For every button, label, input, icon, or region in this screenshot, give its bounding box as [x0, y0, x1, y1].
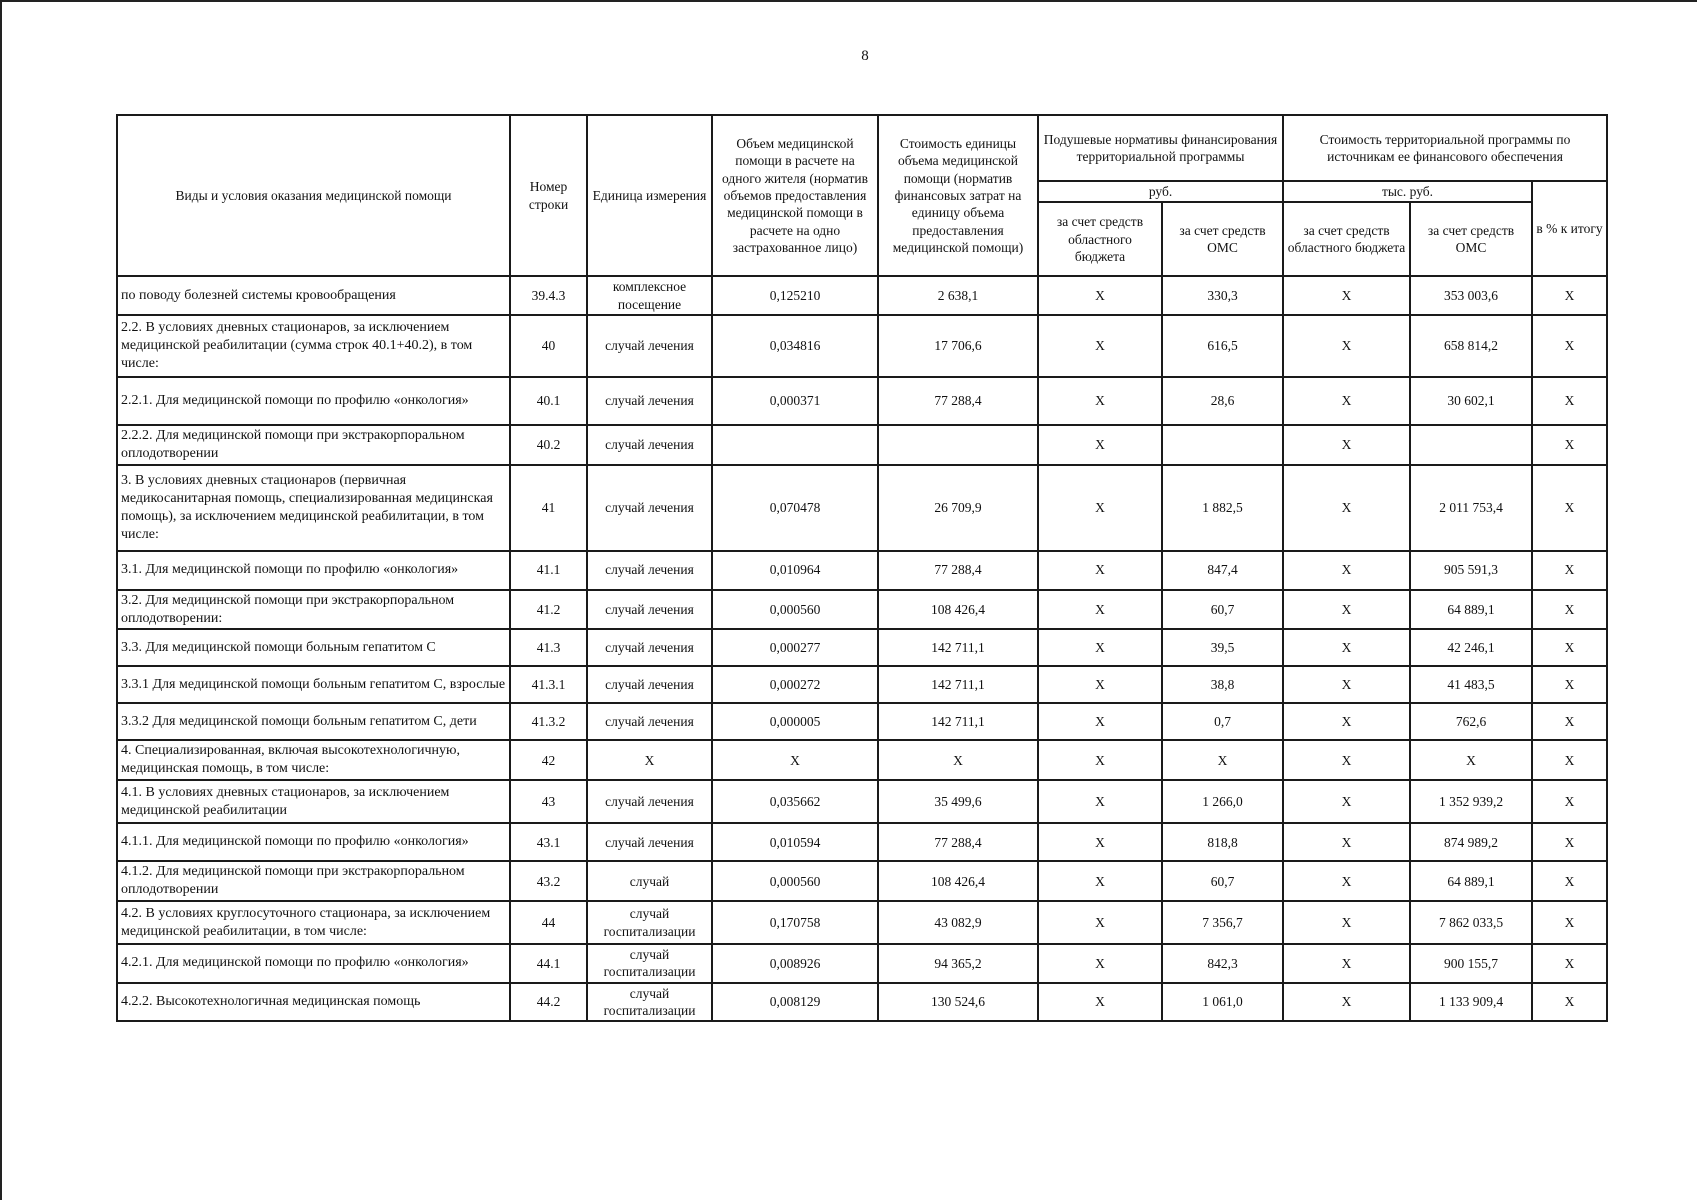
row-pr-oms [1410, 425, 1532, 465]
row-name: 4.2.2. Высокотехнологичная медицинская помощь [117, 983, 510, 1022]
row-unit: случай лечения [587, 551, 712, 590]
row-name: 3. В условиях дневных стационаров (первичная медикосанитарная помощь, специализированная медицинская помощь), за исключением медицинской реабилитации, в том числе: [117, 465, 510, 551]
row-pc-budget: X [1038, 425, 1162, 465]
row-percent: X [1532, 377, 1607, 425]
row-unit: X [587, 740, 712, 780]
row-number: 43 [510, 780, 587, 823]
row-pr-oms: 874 989,2 [1410, 823, 1532, 861]
row-unit: случай лечения [587, 315, 712, 377]
row-pr-oms: 900 155,7 [1410, 944, 1532, 983]
row-volume: 0,035662 [712, 780, 878, 823]
row-unit: случай госпитализации [587, 983, 712, 1022]
row-pc-budget: X [1038, 465, 1162, 551]
row-unit: случай лечения [587, 780, 712, 823]
page-number: 8 [861, 48, 869, 64]
row-volume [712, 425, 878, 465]
header-kind: Виды и условия оказания медицинской помощи [117, 115, 510, 276]
row-name: 2.2. В условиях дневных стационаров, за исключением медицинской реабилитации (сумма строк 40.1+40.2), в том числе: [117, 315, 510, 377]
row-unit-cost: 43 082,9 [878, 901, 1038, 944]
header-percent-total: в % к итогу [1532, 181, 1607, 276]
row-unit-cost: 77 288,4 [878, 823, 1038, 861]
row-volume: 0,000005 [712, 703, 878, 740]
row-unit-cost: 77 288,4 [878, 377, 1038, 425]
row-pr-budget: X [1283, 629, 1410, 666]
row-unit-cost: 17 706,6 [878, 315, 1038, 377]
row-pc-oms: 1 266,0 [1162, 780, 1283, 823]
row-name: 4.1.2. Для медицинской помощи при экстракорпоральном оплодотворении [117, 861, 510, 901]
row-unit-cost: 130 524,6 [878, 983, 1038, 1022]
row-volume: X [712, 740, 878, 780]
row-unit-cost: 26 709,9 [878, 465, 1038, 551]
table-row [117, 823, 1607, 861]
row-pr-budget: X [1283, 740, 1410, 780]
row-pc-budget: X [1038, 276, 1162, 315]
row-pc-oms: 842,3 [1162, 944, 1283, 983]
row-unit-cost: 142 711,1 [878, 666, 1038, 703]
row-pc-oms: 1 882,5 [1162, 465, 1283, 551]
row-pr-budget: X [1283, 983, 1410, 1022]
row-number: 41.3 [510, 629, 587, 666]
row-unit: случай лечения [587, 823, 712, 861]
row-number: 44.2 [510, 983, 587, 1022]
row-percent: X [1532, 901, 1607, 944]
row-pc-oms: 28,6 [1162, 377, 1283, 425]
row-number: 44.1 [510, 944, 587, 983]
header-per-capita-group: Подушевые нормативы финансирования территориальной программы [1038, 115, 1283, 181]
row-pr-budget: X [1283, 823, 1410, 861]
table-row [117, 590, 1607, 630]
table-row [117, 740, 1607, 780]
row-unit: случай лечения [587, 629, 712, 666]
row-pr-budget: X [1283, 861, 1410, 901]
row-pc-budget: X [1038, 590, 1162, 630]
row-volume: 0,010964 [712, 551, 878, 590]
row-volume: 0,070478 [712, 465, 878, 551]
row-pr-budget: X [1283, 703, 1410, 740]
row-percent: X [1532, 740, 1607, 780]
table-header [117, 115, 1607, 276]
row-unit-cost: 142 711,1 [878, 629, 1038, 666]
row-volume: 0,170758 [712, 901, 878, 944]
table-row [117, 666, 1607, 703]
row-pr-oms: 64 889,1 [1410, 861, 1532, 901]
row-unit-cost: 35 499,6 [878, 780, 1038, 823]
row-pc-oms: X [1162, 740, 1283, 780]
row-name: по поводу болезней системы кровообращения [117, 276, 510, 315]
row-percent: X [1532, 425, 1607, 465]
row-pc-oms: 0,7 [1162, 703, 1283, 740]
row-unit: случай лечения [587, 590, 712, 630]
table-row [117, 465, 1607, 551]
row-name: 2.2.2. Для медицинской помощи при экстракорпоральном оплодотворении [117, 425, 510, 465]
row-volume: 0,000277 [712, 629, 878, 666]
table-row [117, 901, 1607, 944]
row-unit: случай лечения [587, 377, 712, 425]
row-pr-budget: X [1283, 551, 1410, 590]
row-pr-oms: 1 352 939,2 [1410, 780, 1532, 823]
row-name: 3.2. Для медицинской помощи при экстракорпоральном оплодотворении: [117, 590, 510, 630]
row-name: 2.2.1. Для медицинской помощи по профилю «онкология» [117, 377, 510, 425]
row-volume: 0,034816 [712, 315, 878, 377]
row-pc-oms: 38,8 [1162, 666, 1283, 703]
row-pc-budget: X [1038, 983, 1162, 1022]
header-unit: Единица измерения [587, 115, 712, 276]
header-per-capita-unit: руб. [1038, 181, 1283, 202]
row-number: 42 [510, 740, 587, 780]
row-pc-budget: X [1038, 703, 1162, 740]
row-unit-cost: 2 638,1 [878, 276, 1038, 315]
row-pc-oms: 616,5 [1162, 315, 1283, 377]
row-number: 41 [510, 465, 587, 551]
table-row [117, 425, 1607, 465]
row-number: 44 [510, 901, 587, 944]
row-pr-budget: X [1283, 465, 1410, 551]
row-pc-budget: X [1038, 315, 1162, 377]
row-pr-oms: X [1410, 740, 1532, 780]
row-unit: случай лечения [587, 425, 712, 465]
row-name: 4.1.1. Для медицинской помощи по профилю «онкология» [117, 823, 510, 861]
row-pc-budget: X [1038, 901, 1162, 944]
row-unit-cost: 108 426,4 [878, 590, 1038, 630]
row-volume: 0,008129 [712, 983, 878, 1022]
table-row [117, 983, 1607, 1022]
row-pc-oms: 7 356,7 [1162, 901, 1283, 944]
row-number: 41.1 [510, 551, 587, 590]
row-pc-oms: 1 061,0 [1162, 983, 1283, 1022]
row-pc-oms: 330,3 [1162, 276, 1283, 315]
header-program-cost-group: Стоимость территориальной программы по источникам ее финансового обеспечения [1283, 115, 1607, 181]
row-unit-cost: 77 288,4 [878, 551, 1038, 590]
row-name: 4. Специализированная, включая высокотехнологичную, медицинская помощь, в том числе: [117, 740, 510, 780]
row-unit: случай лечения [587, 703, 712, 740]
row-volume: 0,000560 [712, 861, 878, 901]
row-number: 43.1 [510, 823, 587, 861]
row-pr-oms: 1 133 909,4 [1410, 983, 1532, 1022]
header-unit-cost: Стоимость единицы объема медицинской помощи (норматив финансовых затрат на единицу объема предоставления медицинской помощи) [878, 115, 1038, 276]
row-pc-oms: 818,8 [1162, 823, 1283, 861]
row-pc-oms [1162, 425, 1283, 465]
table-row [117, 780, 1607, 823]
row-percent: X [1532, 823, 1607, 861]
row-pc-budget: X [1038, 944, 1162, 983]
row-volume: 0,125210 [712, 276, 878, 315]
row-unit: случай лечения [587, 465, 712, 551]
row-pc-oms: 847,4 [1162, 551, 1283, 590]
row-pr-oms: 905 591,3 [1410, 551, 1532, 590]
row-pr-budget: X [1283, 901, 1410, 944]
row-percent: X [1532, 629, 1607, 666]
row-pr-oms: 64 889,1 [1410, 590, 1532, 630]
row-number: 40.2 [510, 425, 587, 465]
row-name: 3.1. Для медицинской помощи по профилю «онкология» [117, 551, 510, 590]
row-pr-budget: X [1283, 780, 1410, 823]
row-pc-budget: X [1038, 629, 1162, 666]
table-row [117, 315, 1607, 377]
row-percent: X [1532, 276, 1607, 315]
row-volume: 0,008926 [712, 944, 878, 983]
row-pr-budget: X [1283, 276, 1410, 315]
row-pr-budget: X [1283, 377, 1410, 425]
row-volume: 0,000272 [712, 666, 878, 703]
row-unit: комплексное посещение [587, 276, 712, 315]
row-volume: 0,000371 [712, 377, 878, 425]
row-pr-oms: 41 483,5 [1410, 666, 1532, 703]
row-number: 43.2 [510, 861, 587, 901]
row-name: 4.1. В условиях дневных стационаров, за исключением медицинской реабилитации [117, 780, 510, 823]
row-pc-budget: X [1038, 823, 1162, 861]
row-pr-budget: X [1283, 944, 1410, 983]
row-pr-oms: 762,6 [1410, 703, 1532, 740]
row-pr-budget: X [1283, 425, 1410, 465]
row-pr-budget: X [1283, 666, 1410, 703]
row-percent: X [1532, 780, 1607, 823]
header-pc-budget: за счет средств областного бюджета [1038, 202, 1162, 276]
row-percent: X [1532, 465, 1607, 551]
table-row [117, 861, 1607, 901]
row-unit: случай [587, 861, 712, 901]
row-pr-budget: X [1283, 590, 1410, 630]
row-pc-budget: X [1038, 377, 1162, 425]
row-number: 40 [510, 315, 587, 377]
row-unit: случай госпитализации [587, 901, 712, 944]
row-unit: случай лечения [587, 666, 712, 703]
header-pc-oms: за счет средств ОМС [1162, 202, 1283, 276]
row-percent: X [1532, 983, 1607, 1022]
row-unit-cost [878, 425, 1038, 465]
row-name: 3.3. Для медицинской помощи больным гепатитом С [117, 629, 510, 666]
row-percent: X [1532, 590, 1607, 630]
row-number: 41.3.2 [510, 703, 587, 740]
header-volume: Объем медицинской помощи в расчете на одного жителя (норматив объемов предоставления медицинской помощи в расчете на одно застрахованное лицо) [712, 115, 878, 276]
row-unit-cost: 94 365,2 [878, 944, 1038, 983]
row-number: 39.4.3 [510, 276, 587, 315]
row-pr-oms: 658 814,2 [1410, 315, 1532, 377]
row-pr-oms: 2 011 753,4 [1410, 465, 1532, 551]
row-pr-oms: 42 246,1 [1410, 629, 1532, 666]
row-volume: 0,000560 [712, 590, 878, 630]
row-unit-cost: 142 711,1 [878, 703, 1038, 740]
row-pc-oms: 60,7 [1162, 861, 1283, 901]
row-pr-oms: 7 862 033,5 [1410, 901, 1532, 944]
row-name: 3.3.1 Для медицинской помощи больным гепатитом С, взрослые [117, 666, 510, 703]
header-pr-oms: за счет средств ОМС [1410, 202, 1532, 276]
row-pc-oms: 39,5 [1162, 629, 1283, 666]
table-row [117, 551, 1607, 590]
table-row [117, 276, 1607, 315]
row-pr-oms: 353 003,6 [1410, 276, 1532, 315]
row-unit-cost: X [878, 740, 1038, 780]
row-percent: X [1532, 551, 1607, 590]
row-percent: X [1532, 666, 1607, 703]
row-name: 4.2.1. Для медицинской помощи по профилю «онкология» [117, 944, 510, 983]
header-program-cost-unit: тыс. руб. [1283, 181, 1532, 202]
row-pr-oms: 30 602,1 [1410, 377, 1532, 425]
row-pc-budget: X [1038, 861, 1162, 901]
row-pc-budget: X [1038, 551, 1162, 590]
row-pc-oms: 60,7 [1162, 590, 1283, 630]
table-row [117, 629, 1607, 666]
row-name: 4.2. В условиях круглосуточного стационара, за исключением медицинской реабилитации, в том числе: [117, 901, 510, 944]
table-body [117, 276, 1607, 1021]
row-percent: X [1532, 703, 1607, 740]
row-percent: X [1532, 944, 1607, 983]
row-unit-cost: 108 426,4 [878, 861, 1038, 901]
table-row [117, 703, 1607, 740]
row-percent: X [1532, 315, 1607, 377]
row-number: 40.1 [510, 377, 587, 425]
row-pc-budget: X [1038, 780, 1162, 823]
row-number: 41.3.1 [510, 666, 587, 703]
row-percent: X [1532, 861, 1607, 901]
header-row-number: Номер строки [510, 115, 587, 276]
header-pr-budget: за счет средств областного бюджета [1283, 202, 1410, 276]
table-row [117, 377, 1607, 425]
row-number: 41.2 [510, 590, 587, 630]
row-name: 3.3.2 Для медицинской помощи больным гепатитом С, дети [117, 703, 510, 740]
financing-table [116, 114, 1608, 1022]
table-row [117, 944, 1607, 983]
row-volume: 0,010594 [712, 823, 878, 861]
row-pr-budget: X [1283, 315, 1410, 377]
row-unit: случай госпитализации [587, 944, 712, 983]
row-pc-budget: X [1038, 740, 1162, 780]
row-pc-budget: X [1038, 666, 1162, 703]
